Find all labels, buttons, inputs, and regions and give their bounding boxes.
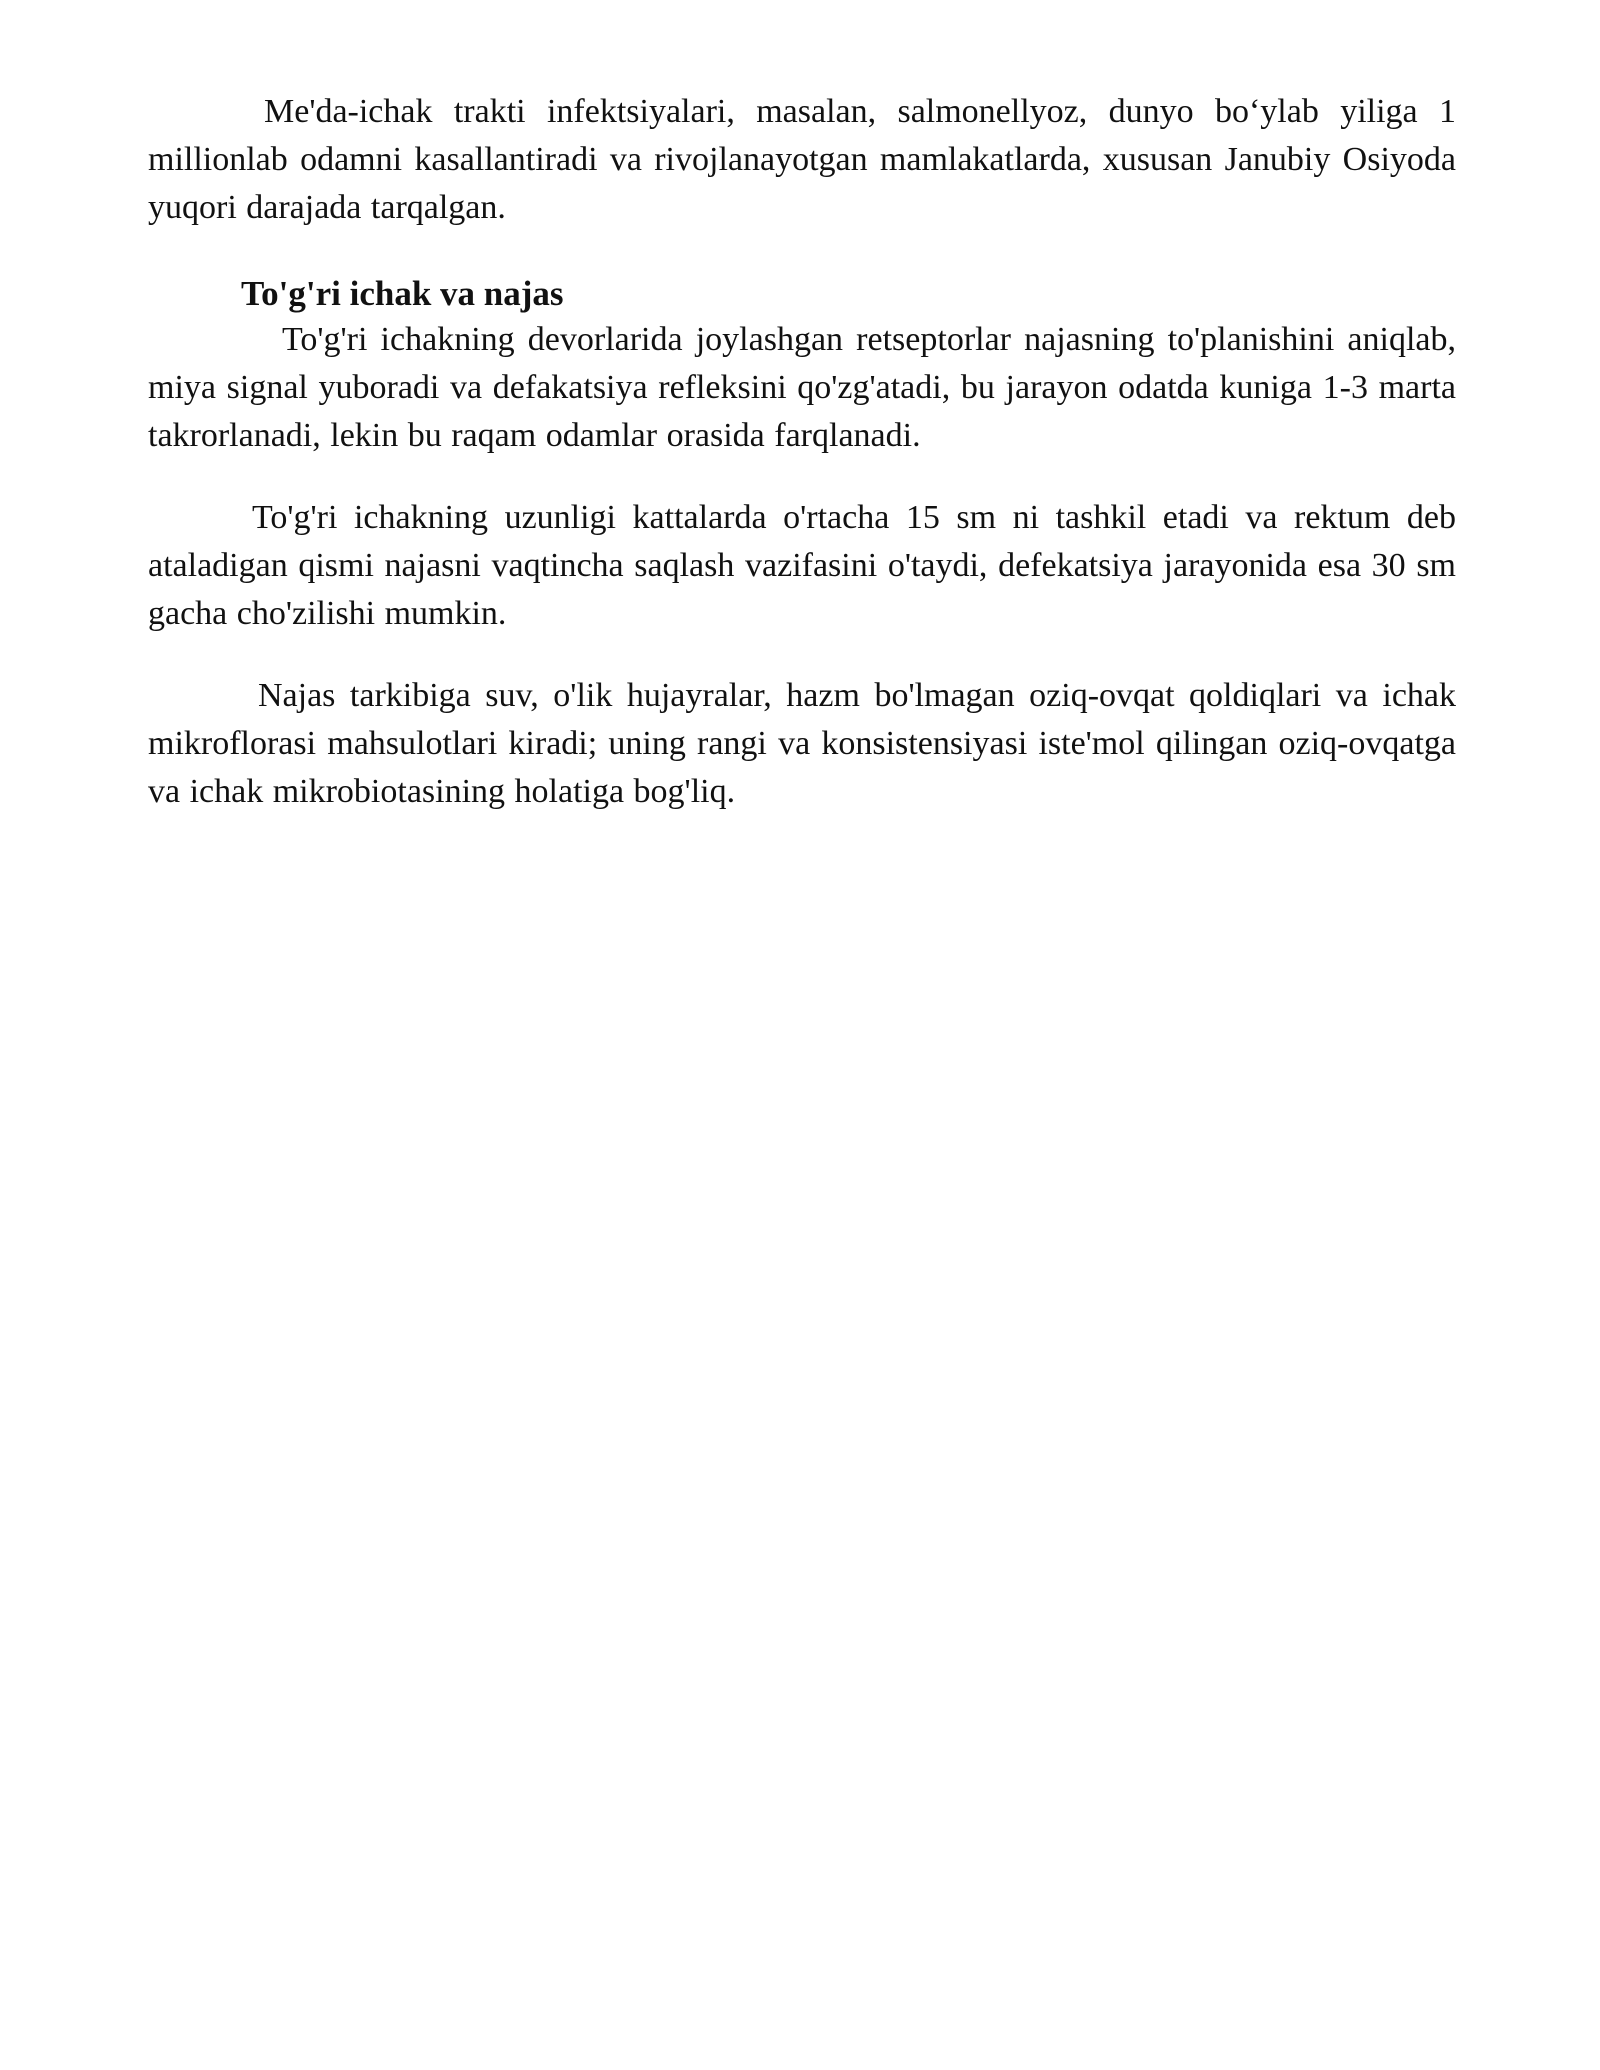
document-page (148, 88, 1456, 816)
paragraph-rectum-receptors: To'g'ri ichakning devorlarida joylashgan retseptorlar najasning to'planishini aniqlab, miya signal yuboradi va defakatsiya refleksini qo'zg'atadi, bu jarayon odatda kuniga 1-3 marta takrorlanadi, lekin bu raqam odamlar orasida farqlanadi. (148, 321, 1456, 454)
paragraph-stool-composition: Najas tarkibiga suv, o'lik hujayralar, hazm bo'lmagan oziq-ovqat qoldiqlari va ichak mikroflorasi mahsulotlari kiradi; uning rangi va konsistensiyasi iste'mol qilingan oziq-ovqatga va ichak mikrobiotasining holatiga bog'liq. (148, 677, 1456, 810)
paragraph-infections: Me'da-ichak trakti infektsiyalari, masalan, salmonellyoz, dunyo bo‘ylab yiliga 1 millionlab odamni kasallantiradi va rivojlanayotgan mamlakatlarda, xususan Janubiy Osiyoda yuqori darajada tarqalgan. (148, 93, 1456, 226)
section-heading: To'g'ri ichak va najas (241, 274, 564, 313)
paragraph-rectum-length: To'g'ri ichakning uzunligi kattalarda o'rtacha 15 sm ni tashkil etadi va rektum deb ataladigan qismi najasni vaqtincha saqlash vazifasini o'taydi, defekatsiya jarayonida esa 30 sm gacha cho'zilishi mumkin. (148, 499, 1456, 632)
